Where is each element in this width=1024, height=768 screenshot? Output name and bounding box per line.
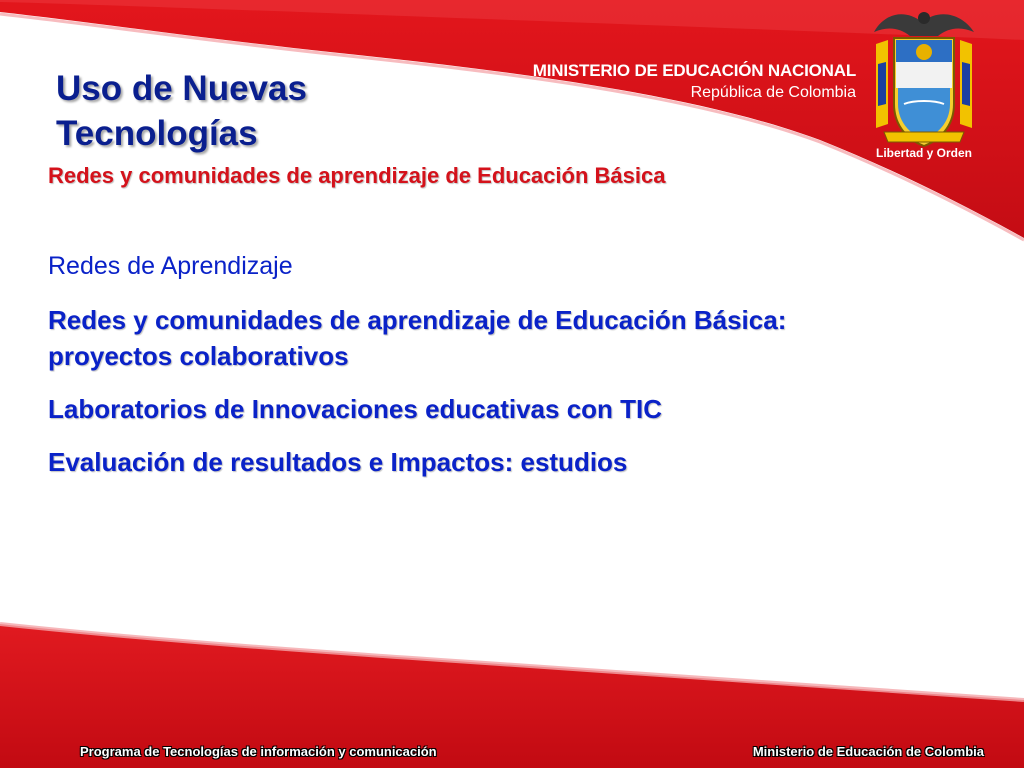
title-line-1: Uso de Nuevas — [56, 69, 307, 108]
footer-program-label: Programa de Tecnologías de información y comunicación — [80, 744, 437, 759]
bullet-item: Evaluación de resultados e Impactos: estudios — [48, 447, 628, 477]
title-line-2: Tecnologías — [56, 114, 258, 153]
ministry-subtitle: República de Colombia — [690, 84, 856, 101]
slide-subtitle: Redes y comunidades de aprendizaje de Educación Básica — [48, 163, 666, 188]
bullet-item: Laboratorios de Innovaciones educativas con TIC — [48, 394, 663, 424]
bullet-item: Redes de Aprendizaje — [48, 252, 293, 280]
ministry-name: MINISTERIO DE EDUCACIÓN NACIONAL — [532, 61, 856, 80]
bullet-list — [48, 248, 828, 497]
ministry-header — [533, 60, 856, 104]
motto-label: Libertad y Orden — [875, 146, 973, 160]
footer-ministry-label: Ministerio de Educación de Colombia — [752, 744, 984, 759]
colombia-coat-of-arms-icon — [864, 4, 984, 164]
slide-title — [56, 66, 307, 156]
bullet-item: Redes y comunidades de aprendizaje de Educación Básica: proyectos colaborativos — [48, 305, 787, 371]
